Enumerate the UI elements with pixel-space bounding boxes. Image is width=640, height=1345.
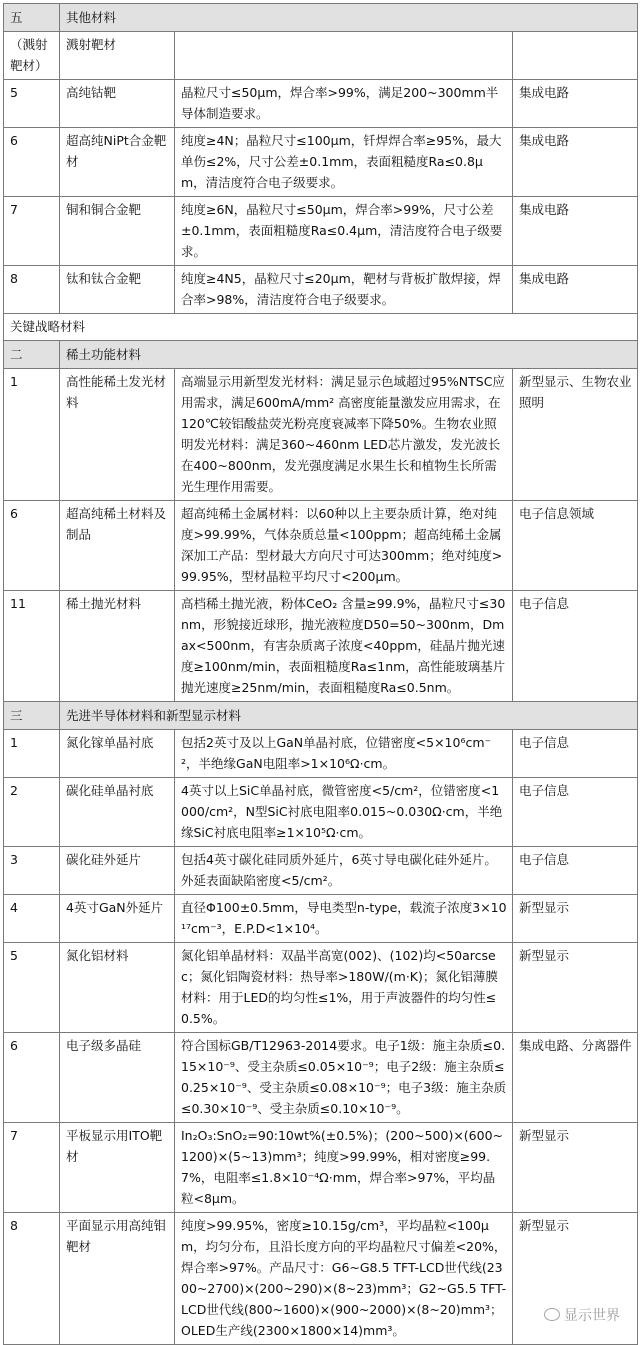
application-field: 新型显示: [513, 943, 638, 1033]
section-header-row: [4, 4, 638, 32]
application-field: 新型显示: [513, 1123, 638, 1213]
performance-spec: 4英寸以上SiC单晶衬底，微管密度<5/cm²，位错密度<1000/cm²，N型SiC衬底电阻率0.015~0.030Ω·cm，半绝缘SiC衬底电阻率≥1×10⁵Ω·cm。: [175, 778, 513, 847]
application-field: 新型显示: [513, 895, 638, 943]
table-row: [4, 778, 638, 847]
item-number: 6: [4, 128, 60, 197]
section-title: 先进半导体材料和新型显示材料: [60, 702, 638, 730]
table-row: [4, 895, 638, 943]
application-field: 电子信息领域: [513, 501, 638, 591]
table-row: [4, 847, 638, 895]
wechat-icon: [544, 1308, 560, 1321]
material-name: 碳化硅外延片: [60, 847, 175, 895]
application-field: 集成电路: [513, 197, 638, 266]
material-name: 溅射靶材: [60, 32, 175, 80]
section-title: 其他材料: [60, 4, 638, 32]
category-title: 关键战略材料: [4, 314, 638, 341]
category-row: [4, 314, 638, 341]
performance-spec: 纯度≥4N；晶粒尺寸≤100μm，钎焊焊合率≥95%，最大单伤≤2%，尺寸公差±0.1mm，表面粗糙度Ra≤0.8μm，清洁度符合电子级要求。: [175, 128, 513, 197]
table-row: [4, 501, 638, 591]
item-number: 7: [4, 1123, 60, 1213]
performance-spec: 高档稀土抛光液，粉体CeO₂ 含量≥99.9%，晶粒尺寸≤30nm，形貌接近球形，抛光液粒度D50=50~300nm，Dmax<500nm，有害杂质离子浓度<40ppm，硅晶片抛光速度≥100nm/min，表面粗糙度Ra≤1nm，高性能玻璃基片抛光速度≥25nm/min，表面粗糙度Ra≤0.5nm。: [175, 591, 513, 702]
material-name: 高性能稀土发光材料: [60, 369, 175, 501]
performance-spec: 晶粒尺寸≤50μm，焊合率>99%，满足200~300mm半导体制造要求。: [175, 80, 513, 128]
application-field: 集成电路: [513, 128, 638, 197]
material-name: 氮化镓单晶衬底: [60, 730, 175, 778]
table-row: [4, 1033, 638, 1123]
item-number: 6: [4, 501, 60, 591]
watermark: [542, 1305, 622, 1325]
section-number: 五: [4, 4, 60, 32]
table-row: [4, 128, 638, 197]
item-number: （溅射靶材）: [4, 32, 60, 80]
material-name: 电子级多晶硅: [60, 1033, 175, 1123]
material-name: 超高纯NiPt合金靶材: [60, 128, 175, 197]
material-name: 平面显示用高纯钼靶材: [60, 1213, 175, 1345]
item-number: 7: [4, 197, 60, 266]
application-field: 新型显示、生物农业照明: [513, 369, 638, 501]
section-title: 稀土功能材料: [60, 341, 638, 369]
performance-spec: 符合国标GB/T12963-2014要求。电子1级：施主杂质≤0.15×10⁻⁹、受主杂质≤0.05×10⁻⁹；电子2级：施主杂质≤0.25×10⁻⁹、受主杂质≤0.08×10⁻⁹；电子3级：施主杂质≤0.30×10⁻⁹、受主杂质≤0.10×10⁻⁹。: [175, 1033, 513, 1123]
application-field: 集成电路: [513, 266, 638, 314]
application-field: 电子信息: [513, 847, 638, 895]
table-row: [4, 32, 638, 80]
materials-table-body: [4, 4, 638, 1345]
item-number: 2: [4, 778, 60, 847]
performance-spec: [175, 32, 513, 80]
table-row: [4, 591, 638, 702]
item-number: 3: [4, 847, 60, 895]
material-name: 稀土抛光材料: [60, 591, 175, 702]
table-row: [4, 730, 638, 778]
item-number: 4: [4, 895, 60, 943]
performance-spec: 直径Φ100±0.5mm，导电类型n-type，载流子浓度3×10¹⁷cm⁻³，E.P.D<1×10⁴。: [175, 895, 513, 943]
performance-spec: 纯度>99.95%，密度≥10.15g/cm³，平均晶粒<100μm，均匀分布，且沿长度方向的平均晶粒尺寸偏差<20%，焊合率>97%。产品尺寸：G6~G8.5 TFT-LCD世代线(2300~2700)×(200~290)×(8~23)mm³；G2~G5.5 TFT-LCD世代线(800~1600)×(900~2000)×(8~20)mm³；OLED生产线(2300×1800×14)mm³。: [175, 1213, 513, 1345]
material-name: 4英寸GaN外延片: [60, 895, 175, 943]
performance-spec: 高端显示用新型发光材料：满足显示色域超过95%NTSC应用需求，满足600mA/mm² 高密度能量激发应用需求，在120℃较铝酸盐荧光粉亮度衰减率下降50%。生物农业照明发光材料：满足360~460nm LED芯片激发，发光波长在400~800nm，发光强度满足水果生长和植物生长所需光生理作用需要。: [175, 369, 513, 501]
performance-spec: 氮化铝单晶材料：双晶半高宽(002)、(102)均<50arcsec；氮化铝陶瓷材料：热导率>180W/(m·K)；氮化铝薄膜材料：用于LED的均匀性≤1%，用于声波器件的均匀性≤0.5%。: [175, 943, 513, 1033]
section-header-row: [4, 702, 638, 730]
material-name: 超高纯稀土材料及制品: [60, 501, 175, 591]
item-number: 6: [4, 1033, 60, 1123]
watermark-text: 显示世界: [564, 1308, 620, 1324]
application-field: [513, 32, 638, 80]
materials-table: [3, 3, 638, 1345]
application-field: 集成电路、分离器件: [513, 1033, 638, 1123]
material-name: 高纯钴靶: [60, 80, 175, 128]
section-header-row: [4, 341, 638, 369]
item-number: 8: [4, 266, 60, 314]
table-row: [4, 266, 638, 314]
performance-spec: In₂O₃:SnO₂=90:10wt%(±0.5%)；(200~500)×(600~1200)×(5~13)mm³；纯度>99.99%，相对密度≥99.7%，电阻率≤1.8×10⁻⁴Ω·mm，焊合率>97%，平均晶粒<8μm。: [175, 1123, 513, 1213]
table-row: [4, 369, 638, 501]
item-number: 1: [4, 730, 60, 778]
table-row: [4, 80, 638, 128]
item-number: 5: [4, 943, 60, 1033]
section-number: 三: [4, 702, 60, 730]
material-name: 铜和铜合金靶: [60, 197, 175, 266]
material-name: 钛和钛合金靶: [60, 266, 175, 314]
performance-spec: 纯度≥4N5，晶粒尺寸≤20μm，靶材与背板扩散焊接，焊合率>98%，清洁度符合电子级要求。: [175, 266, 513, 314]
material-name: 平板显示用ITO靶材: [60, 1123, 175, 1213]
item-number: 5: [4, 80, 60, 128]
performance-spec: 包括4英寸碳化硅同质外延片，6英寸导电碳化硅外延片。外延表面缺陷密度<5/cm²。: [175, 847, 513, 895]
table-row: [4, 943, 638, 1033]
application-field: 集成电路: [513, 80, 638, 128]
application-field: 电子信息: [513, 730, 638, 778]
application-field: 新型显示: [513, 1213, 638, 1345]
item-number: 8: [4, 1213, 60, 1345]
performance-spec: 超高纯稀土金属材料：以60种以上主要杂质计算，绝对纯度>99.99%，气体杂质总量<100ppm；超高纯稀土金属深加工产品：型材最大方向尺寸可达300mm；绝对纯度>99.95%，型材晶粒平均尺寸<200μm。: [175, 501, 513, 591]
application-field: 电子信息: [513, 778, 638, 847]
table-row: [4, 1123, 638, 1213]
item-number: 1: [4, 369, 60, 501]
table-row: [4, 197, 638, 266]
item-number: 11: [4, 591, 60, 702]
performance-spec: 包括2英寸及以上GaN单晶衬底，位错密度<5×10⁶cm⁻²，半绝缘GaN电阻率>1×10⁶Ω·cm。: [175, 730, 513, 778]
material-name: 氮化铝材料: [60, 943, 175, 1033]
section-number: 二: [4, 341, 60, 369]
performance-spec: 纯度≥6N，晶粒尺寸≤50μm，焊合率>99%，尺寸公差±0.1mm，表面粗糙度Ra≤0.4μm，清洁度符合电子级要求。: [175, 197, 513, 266]
application-field: 电子信息: [513, 591, 638, 702]
material-name: 碳化硅单晶衬底: [60, 778, 175, 847]
